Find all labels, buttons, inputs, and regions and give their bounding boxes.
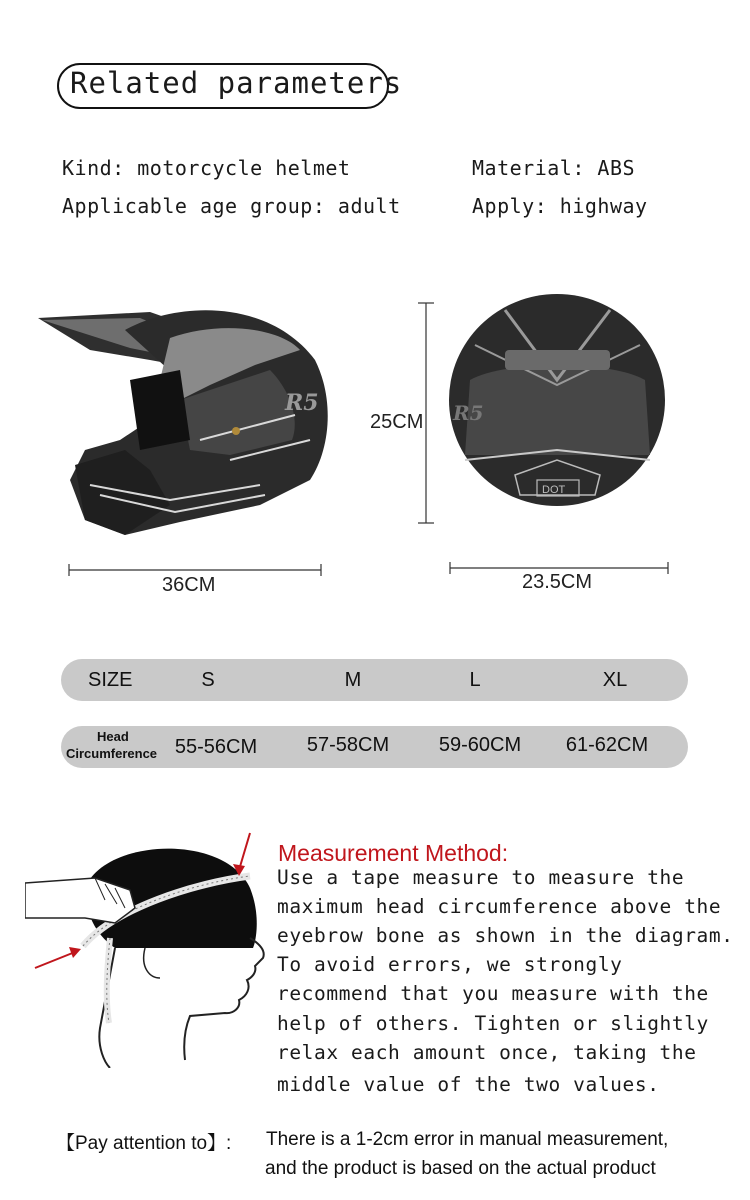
measurement-line-8: middle value of the two values. (277, 1073, 660, 1096)
helmet-back-logo: R5 (453, 401, 484, 425)
measurement-line-5: recommend that you measure with the (277, 982, 709, 1005)
param-material: Material: ABS (472, 156, 636, 180)
param-apply: Apply: highway (472, 194, 648, 218)
circumference-m: 57-58CM (306, 734, 390, 756)
head-measurement-diagram (25, 828, 275, 1068)
size-xl: XL (602, 669, 628, 691)
circumference-s: 55-56CM (174, 736, 258, 758)
attention-line-1: There is a 1-2cm error in manual measurement, (266, 1129, 669, 1150)
size-header: SIZE (88, 669, 133, 691)
height-label: 25CM (370, 411, 424, 433)
size-row (61, 659, 688, 701)
attention-line-2: and the product is based on the actual product (265, 1158, 656, 1179)
size-s: S (201, 669, 215, 691)
measurement-title: Measurement Method: (278, 840, 509, 866)
dot-badge: DOT (542, 484, 566, 496)
helmet-side-image (30, 290, 340, 550)
param-age: Applicable age group: adult (62, 194, 401, 218)
measurement-line-1: Use a tape measure to measure the (277, 866, 685, 889)
size-m: M (344, 669, 362, 691)
helmet-back-image (445, 290, 670, 515)
size-l: L (469, 669, 481, 691)
page-title: Related parameters (70, 66, 403, 100)
circumference-xl: 61-62CM (565, 734, 649, 756)
head-label-line2: Circumference (66, 746, 158, 761)
attention-label: 【Pay attention to】: (56, 1133, 232, 1154)
measurement-line-6: help of others. Tighten or slightly (277, 1012, 709, 1035)
measurement-line-7: relax each amount once, taking the (277, 1041, 697, 1064)
length-label: 36CM (162, 574, 216, 596)
param-kind: Kind: motorcycle helmet (62, 156, 351, 180)
measurement-line-4: To avoid errors, we strongly (277, 953, 623, 976)
head-label-line1: Head (97, 729, 129, 744)
width-label: 23.5CM (522, 571, 593, 593)
measurement-line-2: maximum head circumference above the (277, 895, 722, 918)
circumference-l: 59-60CM (438, 734, 522, 756)
helmet-side-logo: R5 (285, 390, 319, 416)
measurement-line-3: eyebrow bone as shown in the diagram. (277, 924, 734, 947)
